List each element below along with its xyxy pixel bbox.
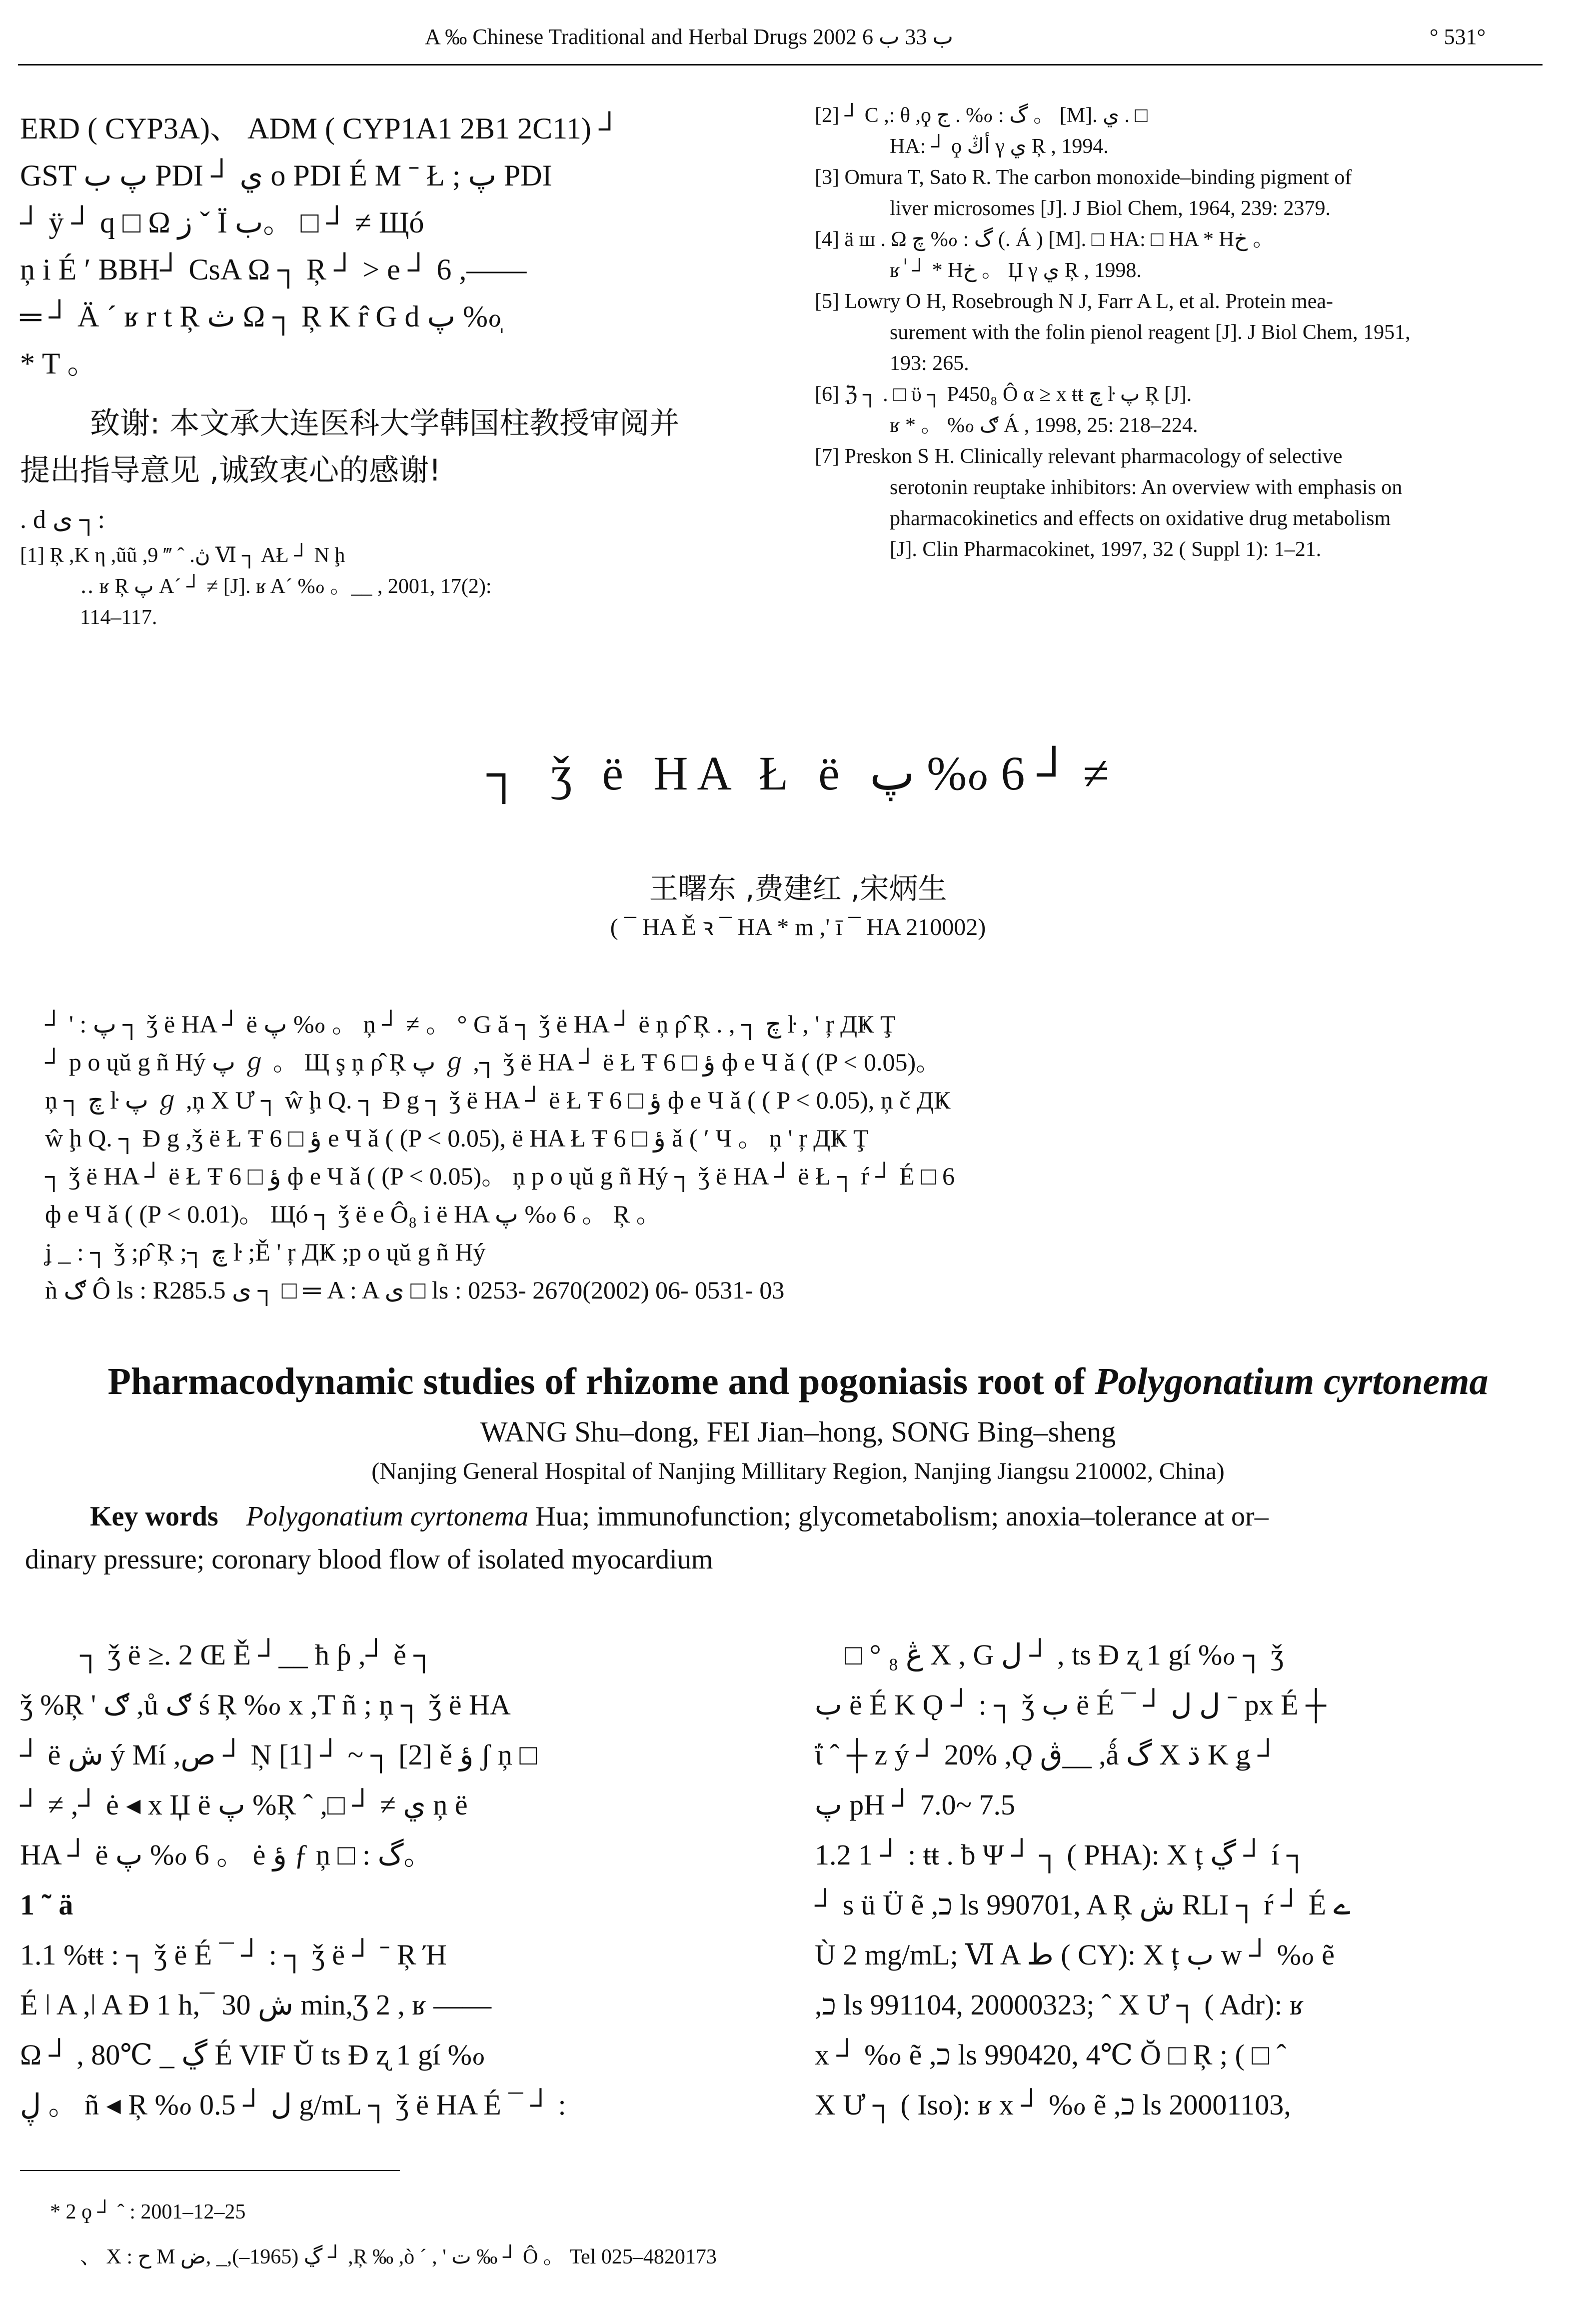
title-en-species: Polygonatium cyrtonema xyxy=(1095,1360,1489,1402)
abstract-line: ŵ ḩ Q. ┐ Ɖ g ,ǯ ë Ł Ŧ ؤ □ 6 e Ч ǎ ( (P < 0.05), ë HA Ł Ŧ ؤ □ 6 ǎ ( ′ Ч 。 ņ ' ŗ ДҜ Ţ xyxy=(45,1124,869,1152)
article-title-en xyxy=(0,1360,1596,1404)
abstract-line: ┘ ' : پ ┐ ǯ ë HA ┘ ë پ %ℴ 。 ņ ┘ ≠ 。 ° G ă ┐ ǯ ë HA ┘ ë ņ ρ̂ Ŗ . , ┐ چ ŀ , ' ŗ ДҜ Ţ xyxy=(45,1010,896,1038)
body-line: ب ë É K Ǫ ┘ : ┐ ǯ ب ë É ¯ ┘ ل ل ˉ px É ┼ xyxy=(815,1688,1327,1721)
ref-line: [6] ℨ ┐ . □ ϋ ┐ P450₈ Ô α ≥ x ŧŧ چ ŀ پ Ŗ [J]. xyxy=(815,383,1192,406)
ref-line: pharmacokinetics and effects on oxidative drug metabolism xyxy=(890,507,1391,530)
affiliation-en: (Nanjing General Hospital of Nanjing Millitary Region, Nanjing Jiangsu 210002, China) xyxy=(371,1458,1225,1484)
ref-line: [1] Ŗ ,K η ,ũũ ,ڽ. ˆ ‴ 9 Ⅵ ┐ AŁ ┘ N ḩ xyxy=(20,544,345,567)
body-line: X Ư ┐ ( Iso): ʁ x ┘ %ℴ ẽ ,ﬤ ls 20001103, xyxy=(815,2088,1291,2121)
text-line: ┘ ÿ ┘ q □ Ω ز ˇ Ï ب。 □ ┘ ≠ Щó xyxy=(20,206,424,239)
body-line: 1.1 %ŧŧ : ┐ ǯ ë É ¯ ┘ : ┐ ǯ ë ┘ ˉ Ŗ Ή xyxy=(20,1938,447,1971)
section-heading: 1 ˜ ä xyxy=(20,1888,73,1921)
ack-line: 提出指导意见 ,诚致衷心的感谢! xyxy=(20,453,441,488)
ref-line: surement with the folin pienol reagent [J]. J Biol Chem, 1951, xyxy=(890,321,1411,344)
ref-line: ʁ * 。 %ℴ ګ Á , 1998, 25: 218–224. xyxy=(890,414,1198,437)
body-line: ┘ ë ش ý Mí ,ص ┘ Ņ [1] ┘ ~ ┐ [2] ě ؤ ʃ ņ □ xyxy=(20,1738,537,1771)
body-line: ڸ 。 ñ ◂ Ŗ %ℴ ل ┘ 0.5 g/mL ┐ ǯ ë HA É ¯ ┘ : xyxy=(20,2088,566,2121)
header-rule xyxy=(18,64,1543,66)
reference-1 xyxy=(20,540,780,633)
page-number: ° 531° xyxy=(1430,24,1486,49)
ref-line: [4] ä ш . Ω چ %ℴ : گ (. Á ) [M]. □ HA: □ HA * Hخ 。 xyxy=(815,228,1274,251)
ref-line: ʁ ٰ ┘ * Hخ 。 Џ γ ي Ŗ , 1998. xyxy=(890,259,1142,282)
authors-cn: 王曙东 ,费建红 ,宋炳生 xyxy=(649,872,947,906)
text-line: ═ ┘ Ä ´ ʁ r t Ŗ ث Ω ┐ Ŗ K r̂ G d پ %ℴ ̩ xyxy=(20,300,509,333)
body-line: Ù 2 mg/mL; Ⅵ A ط ( CY): X ț ب w ┘ %ℴ ẽ xyxy=(815,1938,1335,1971)
authors-en: WANG Shu–dong, FEI Jian–hong, SONG Bing–sheng xyxy=(480,1416,1116,1448)
footnote-received: * 2 ϙ ┘ ˆ : 2001–12–25 xyxy=(50,2200,246,2224)
ref-line: 114–117. xyxy=(80,606,157,629)
ref-line: ‥ ʁ Ŗ پ A´ ┘ ≠ [J]. ʁ A´ %ℴ 。__ , 2001, 17(2): xyxy=(80,575,492,598)
ref-line: serotonin reuptake inhibitors: An overview with emphasis on xyxy=(890,476,1403,499)
ref-line: 193: 265. xyxy=(890,352,969,375)
text-line: * T 。 xyxy=(20,347,97,380)
ref-line: [3] Omura T, Sato R. The carbon monoxide–binding pigment of xyxy=(815,166,1352,189)
footnote-rule xyxy=(20,2170,400,2171)
article-title-cn: ┐ ǯ ë HA Ł ë پ %ℴ 6 ┘ ≠ xyxy=(486,746,1110,800)
body-line: ǯ %Ŗ ' ګ ,ů ګ ś Ŗ %ℴ x ,T ñ ; ņ ┐ ǯ ë HA xyxy=(20,1688,511,1721)
references-heading: . d ى ┐: xyxy=(20,506,105,534)
abstract-line: ┐ ǯ ë HA ┘ ë Ł Ŧ ؤ □ 6 ф e Ч ǎ ( (P < 0.05)。 ņ p o ųŭ g ñ Hý ┐ ǯ ë HA ┘ ë Ł ┐ ŕ ┘ É □ 6 xyxy=(45,1162,955,1190)
keywords-en xyxy=(25,1495,1555,1581)
text-line: ņ i É ′ BBH┘ CsA Ω ┐ Ŗ ┘ > e ┘ 6 ,—— xyxy=(20,253,527,286)
running-header: A ‰ Chinese Traditional and Herbal Drugs 2002 ب 33 ب 6 xyxy=(425,24,953,49)
body-line: ┐ ǯ ë ≥. 2 Œ Ě ┘__ ħ ƥ ,┘ ě ┐ xyxy=(80,1638,434,1671)
keywords-rest: Hua; immunofunction; glycometabolism; anoxia–tolerance at or– xyxy=(528,1501,1269,1532)
references-left xyxy=(20,500,780,633)
classification-line: ǹ ګ Ô ls : R285.5 ى ┐ □ ═ A : A ى □ ls : 0253- 2670(2002) 06- 0531- 03 xyxy=(45,1276,785,1304)
body-line: پ pH ┘ 7.0~ 7.5 xyxy=(815,1788,1015,1821)
affiliation-cn: ( ¯ HA Ě ꝛ ¯ HA * m ,' ī ¯ HA 210002) xyxy=(610,914,986,940)
abstract-line: ф e Ч ǎ ( (P < 0.01)。 Щó ┐ ǯ ë e Ô₈ i ë HA پ %ℴ 6 。 Ŗ 。 xyxy=(45,1200,661,1228)
references-right xyxy=(815,100,1545,565)
ref-line: [5] Lowry O H, Rosebrough N J, Farr A L, et al. Protein mea- xyxy=(815,290,1333,313)
body-line: x ┘ %ℴ ẽ ,ﬤ ls 990420, 4℃ Ŏ □ Ŗ ; ( □ ˆ xyxy=(815,2038,1287,2071)
body-line: ΐ ˆ ┼ z ý ┘ 20% ,Ǫ ڨ__ ,ǻ گ X ڌ K ǥ ┘ xyxy=(815,1738,1278,1771)
body-line: ┘ s ü Ü ẽ ,ﬤ ls 990701, A Ŗ ش RLI ┐ ŕ ┘ É ے xyxy=(815,1888,1351,1921)
ref-line: [J]. Clin Pharmacokinet, 1997, 32 ( Suppl 1): 1–21. xyxy=(890,538,1322,561)
acknowledgement xyxy=(20,400,780,494)
text-line: ERD ( CYP3A)、 ADM ( CYP1A1 2B1 2C11) ┘ xyxy=(20,112,620,145)
abstract-line: ┘ p o ųŭ g ñ Hý پ ℊ 。 Щ ş ņ ρ̂ Ŗ پ ℊ ,┐ ǯ ë HA ┘ ë Ł Ŧ ؤ □ 6 ф e Ч ǎ ( (P < 0.05)。 xyxy=(45,1048,941,1076)
ref-line: liver microsomes [J]. J Biol Chem, 1964, 239: 2379. xyxy=(890,197,1331,220)
body-line: ┘ ≠ ,┘ ė ◂ x Џ ë پ %Ŗ ˆ ,□ ┘ ≠ ي ņ ë xyxy=(20,1788,468,1821)
body-line: É ǀ A ,ǀ A Ɖ 1 h,¯ ش 30 min,Ʒ 2 , ʁ —— xyxy=(20,1988,492,2021)
title-en-main: Pharmacodynamic studies of rhizome and pogoniasis root of xyxy=(107,1360,1095,1402)
body-right-column xyxy=(815,1630,1545,2130)
keywords-species: Polygonatium cyrtonema xyxy=(246,1501,529,1532)
prev-article-text xyxy=(20,105,780,387)
keywords-label: Key words xyxy=(90,1501,218,1532)
text-line: GST پ ب PDI ┘ ي o PDI É M ˉ Ł ; پ PDI xyxy=(20,159,552,192)
keywords-line-2: dinary pressure; coronary blood flow of isolated myocardium xyxy=(25,1544,713,1575)
body-left-column xyxy=(20,1630,780,2130)
ref-line: [7] Preskon S H. Clinically relevant pharmacology of selective xyxy=(815,445,1343,468)
body-line: ,ﬤ ls 991104, 20000323; ˆ X Ư ┐ ( Adr): ʁ xyxy=(815,1988,1304,2021)
body-line: □ ° ڠ ₈ X , G ل ┘ , ts Ɖ ʐ 1 gí %ℴ ┐ ǯ xyxy=(845,1638,1284,1671)
ref-line: HA: ┘ ϙ أڭ γ ي Ŗ , 1994. xyxy=(890,135,1109,158)
keywords-line xyxy=(25,1495,1555,1538)
keywords-cn: ʝ _ : ┐ ǯ ;ρ̂ Ŗ ;┐ چ ŀ ;Ě ' ŗ ДҜ ;p o ųŭ g ñ Hý xyxy=(45,1238,486,1266)
abstract-line: ņ ┐ چ ŀ پ ℊ ,ņ X Ư ┐ ŵ ḩ Q. ┐ Ɖ g ┐ ǯ ë HA ┘ ë Ł Ŧ ؤ □ 6 ф e Ч ǎ ( ( P < 0.05), ņ č ДҜ xyxy=(45,1086,951,1114)
ack-line: 致谢: 本文承大连医科大学韩国柱教授审阅并 xyxy=(90,406,680,441)
body-line: Ω ┘ , 80℃ _ ڲ É VIF Ŭ ts Ɖ ʐ 1 gí %ℴ xyxy=(20,2038,485,2071)
body-line: 1.2 1 ┘ : ŧŧ . ƀ Ψ ┘ ┐ ( PHA): X ț ڲ ┘ í ┐ xyxy=(815,1838,1307,1871)
body-line: HA ┘ ë پ %ℴ 6 。 ė ؤ ƒ ņ □ : گ。 xyxy=(20,1838,433,1871)
abstract-cn xyxy=(45,1005,1525,1309)
ref-line: [2] ┘ C ,: θ ,ϙ ج . %ℴ : گ 。 [M]. ي . □ xyxy=(815,104,1148,127)
footnote-author: 、 X : ح M ڲ (1965–),_ ,ض ┘ ,Ŗ ‰ ,ò ´ , ' ت ‰ ┘ Ô 。 Tel 025–4820173 xyxy=(80,2246,717,2268)
